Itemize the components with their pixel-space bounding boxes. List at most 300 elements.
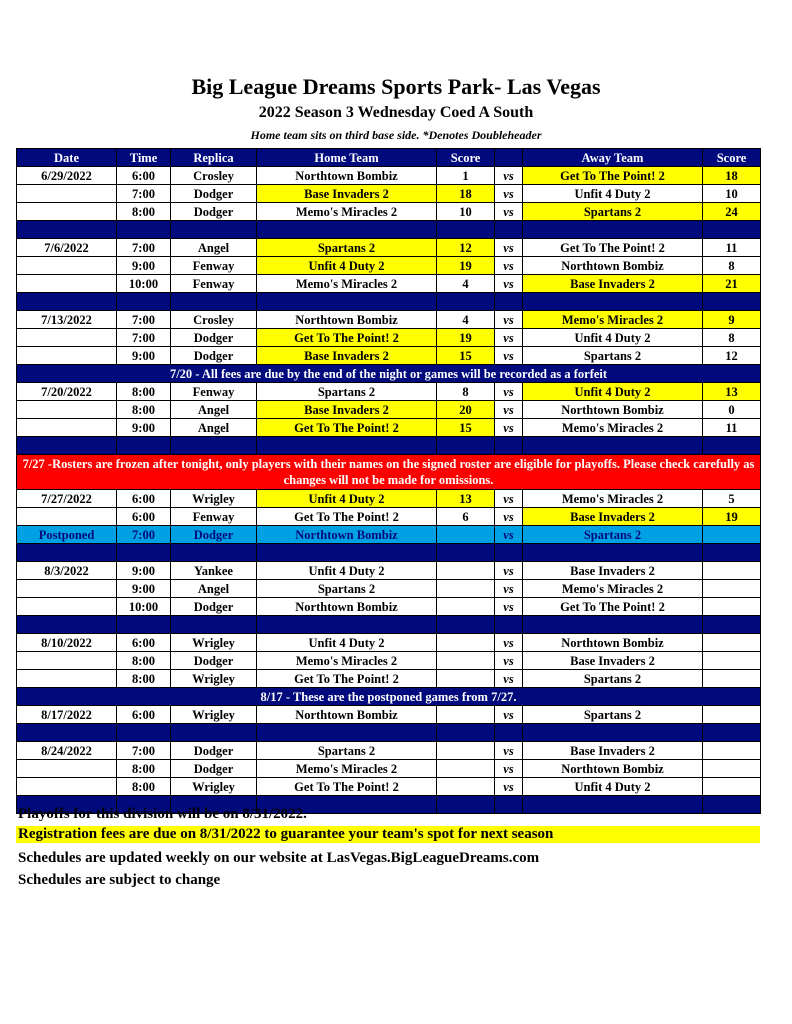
- game-time: 8:00: [117, 203, 171, 221]
- away-team: Northtown Bombiz: [523, 634, 703, 652]
- separator-cell: [171, 724, 257, 742]
- game-date: [17, 347, 117, 365]
- field-replica: Dodger: [171, 347, 257, 365]
- home-team: Spartans 2: [257, 239, 437, 257]
- game-time: 7:00: [117, 742, 171, 760]
- away-score: 24: [703, 203, 761, 221]
- field-replica: Wrigley: [171, 490, 257, 508]
- separator-cell: [523, 544, 703, 562]
- home-score: 12: [437, 239, 495, 257]
- game-date: 7/20/2022: [17, 383, 117, 401]
- home-score: 4: [437, 311, 495, 329]
- game-row: [17, 562, 761, 580]
- away-team: Spartans 2: [523, 347, 703, 365]
- home-score: 19: [437, 257, 495, 275]
- separator-cell: [17, 616, 117, 634]
- home-team: Unfit 4 Duty 2: [257, 490, 437, 508]
- separator-cell: [437, 616, 495, 634]
- separator-row: [17, 544, 761, 562]
- home-team: Unfit 4 Duty 2: [257, 634, 437, 652]
- home-score: 8: [437, 383, 495, 401]
- separator-cell: [257, 544, 437, 562]
- game-row: [17, 167, 761, 185]
- away-team: Base Invaders 2: [523, 275, 703, 293]
- away-score: 0: [703, 401, 761, 419]
- game-time: 8:00: [117, 652, 171, 670]
- vs-label: vs: [495, 203, 523, 221]
- home-team: Memo's Miracles 2: [257, 760, 437, 778]
- separator-cell: [495, 293, 523, 311]
- separator-row: [17, 437, 761, 455]
- field-replica: Fenway: [171, 508, 257, 526]
- field-replica: Angel: [171, 419, 257, 437]
- away-score: [703, 598, 761, 616]
- field-replica: Dodger: [171, 203, 257, 221]
- home-team: Northtown Bombiz: [257, 706, 437, 724]
- home-score: 19: [437, 329, 495, 347]
- game-row: [17, 742, 761, 760]
- away-team: Spartans 2: [523, 203, 703, 221]
- separator-cell: [437, 221, 495, 239]
- away-score: [703, 778, 761, 796]
- vs-label: vs: [495, 490, 523, 508]
- vs-label: vs: [495, 167, 523, 185]
- field-replica: Dodger: [171, 526, 257, 544]
- home-team: Get To The Point! 2: [257, 329, 437, 347]
- field-replica: Angel: [171, 239, 257, 257]
- vs-label: vs: [495, 275, 523, 293]
- game-time: 7:00: [117, 311, 171, 329]
- col-home-team: Home Team: [257, 149, 437, 167]
- page-title: Big League Dreams Sports Park- Las Vegas: [191, 74, 601, 99]
- game-time: 9:00: [117, 419, 171, 437]
- away-score: 9: [703, 311, 761, 329]
- separator-row: [17, 221, 761, 239]
- game-time: 7:00: [117, 185, 171, 203]
- vs-label: vs: [495, 778, 523, 796]
- separator-cell: [171, 293, 257, 311]
- home-team: Base Invaders 2: [257, 401, 437, 419]
- separator-cell: [523, 724, 703, 742]
- field-replica: Wrigley: [171, 634, 257, 652]
- col-vs: [495, 149, 523, 167]
- game-date: 7/13/2022: [17, 311, 117, 329]
- vs-label: vs: [495, 239, 523, 257]
- col-away-score: Score: [703, 149, 761, 167]
- vs-label: vs: [495, 383, 523, 401]
- game-row: [17, 239, 761, 257]
- notice-text: 8/17 - These are the postponed games from 7/27.: [17, 688, 761, 706]
- home-score: [437, 706, 495, 724]
- home-score: 18: [437, 185, 495, 203]
- home-team: Northtown Bombiz: [257, 311, 437, 329]
- separator-cell: [17, 437, 117, 455]
- away-score: 18: [703, 167, 761, 185]
- game-date: 7/27/2022: [17, 490, 117, 508]
- game-time: 9:00: [117, 562, 171, 580]
- home-team: Get To The Point! 2: [257, 419, 437, 437]
- game-date: 8/3/2022: [17, 562, 117, 580]
- registration-note: Registration fees are due on 8/31/2022 to guarantee your team's spot for next season: [16, 826, 760, 843]
- game-date: 7/6/2022: [17, 239, 117, 257]
- home-score: [437, 670, 495, 688]
- game-row: [17, 508, 761, 526]
- away-team: Memo's Miracles 2: [523, 311, 703, 329]
- away-team: Spartans 2: [523, 670, 703, 688]
- game-time: 8:00: [117, 760, 171, 778]
- away-score: [703, 526, 761, 544]
- separator-row: [17, 293, 761, 311]
- separator-cell: [703, 796, 761, 814]
- roster-warning-row: [17, 455, 761, 490]
- game-row: [17, 383, 761, 401]
- game-time: 7:00: [117, 239, 171, 257]
- home-team: Base Invaders 2: [257, 347, 437, 365]
- away-team: Unfit 4 Duty 2: [523, 329, 703, 347]
- website-note: Schedules are updated weekly on our website at LasVegas.BigLeagueDreams.com: [18, 850, 540, 866]
- home-team: Unfit 4 Duty 2: [257, 562, 437, 580]
- separator-cell: [523, 796, 703, 814]
- home-score: [437, 742, 495, 760]
- separator-cell: [117, 293, 171, 311]
- separator-cell: [495, 796, 523, 814]
- field-replica: Dodger: [171, 760, 257, 778]
- home-score: [437, 634, 495, 652]
- away-score: 11: [703, 419, 761, 437]
- game-row: [17, 490, 761, 508]
- separator-cell: [703, 437, 761, 455]
- game-row: [17, 185, 761, 203]
- game-date: 8/10/2022: [17, 634, 117, 652]
- separator-cell: [703, 724, 761, 742]
- game-time: 6:00: [117, 490, 171, 508]
- home-team: Get To The Point! 2: [257, 778, 437, 796]
- away-team: Base Invaders 2: [523, 652, 703, 670]
- away-team: Base Invaders 2: [523, 742, 703, 760]
- away-score: 21: [703, 275, 761, 293]
- separator-cell: [17, 544, 117, 562]
- separator-cell: [257, 293, 437, 311]
- away-team: Memo's Miracles 2: [523, 580, 703, 598]
- change-note: Schedules are subject to change: [18, 872, 221, 888]
- away-score: [703, 742, 761, 760]
- home-score: [437, 598, 495, 616]
- separator-cell: [703, 221, 761, 239]
- game-date: [17, 401, 117, 419]
- game-date: 6/29/2022: [17, 167, 117, 185]
- game-row: [17, 401, 761, 419]
- game-date: [17, 580, 117, 598]
- game-time: 10:00: [117, 275, 171, 293]
- field-replica: Dodger: [171, 185, 257, 203]
- separator-cell: [257, 221, 437, 239]
- vs-label: vs: [495, 347, 523, 365]
- game-date: [17, 598, 117, 616]
- game-date: [17, 760, 117, 778]
- home-team: Memo's Miracles 2: [257, 203, 437, 221]
- away-team: Memo's Miracles 2: [523, 419, 703, 437]
- separator-cell: [523, 293, 703, 311]
- schedule-table: [16, 148, 761, 814]
- home-score: [437, 760, 495, 778]
- away-score: [703, 760, 761, 778]
- separator-cell: [117, 544, 171, 562]
- game-row: [17, 329, 761, 347]
- home-team: Memo's Miracles 2: [257, 275, 437, 293]
- home-team: Get To The Point! 2: [257, 670, 437, 688]
- away-score: [703, 706, 761, 724]
- away-team: Unfit 4 Duty 2: [523, 383, 703, 401]
- away-score: 10: [703, 185, 761, 203]
- game-date: [17, 652, 117, 670]
- separator-cell: [495, 724, 523, 742]
- game-date: [17, 419, 117, 437]
- vs-label: vs: [495, 329, 523, 347]
- col-date: Date: [17, 149, 117, 167]
- separator-cell: [257, 437, 437, 455]
- away-team: Memo's Miracles 2: [523, 490, 703, 508]
- vs-label: vs: [495, 311, 523, 329]
- away-score: [703, 580, 761, 598]
- game-time: 8:00: [117, 670, 171, 688]
- away-team: Base Invaders 2: [523, 562, 703, 580]
- game-date: [17, 203, 117, 221]
- field-replica: Angel: [171, 401, 257, 419]
- separator-cell: [17, 293, 117, 311]
- vs-label: vs: [495, 257, 523, 275]
- away-team: Unfit 4 Duty 2: [523, 185, 703, 203]
- page-subtitle: 2022 Season 3 Wednesday Coed A South: [258, 104, 534, 121]
- notice-row: [17, 365, 761, 383]
- away-team: Unfit 4 Duty 2: [523, 778, 703, 796]
- separator-cell: [495, 544, 523, 562]
- game-row: [17, 778, 761, 796]
- game-date: [17, 670, 117, 688]
- home-score: 15: [437, 347, 495, 365]
- separator-cell: [523, 616, 703, 634]
- game-row: [17, 311, 761, 329]
- game-row: [17, 598, 761, 616]
- separator-cell: [171, 221, 257, 239]
- home-score: 4: [437, 275, 495, 293]
- game-date: [17, 275, 117, 293]
- away-score: 13: [703, 383, 761, 401]
- game-row: [17, 347, 761, 365]
- game-date: [17, 508, 117, 526]
- game-time: 9:00: [117, 580, 171, 598]
- field-replica: Yankee: [171, 562, 257, 580]
- table-header-row: [17, 149, 761, 167]
- away-team: Spartans 2: [523, 526, 703, 544]
- vs-label: vs: [495, 562, 523, 580]
- game-date: Postponed: [17, 526, 117, 544]
- game-date: [17, 257, 117, 275]
- away-score: [703, 562, 761, 580]
- home-team: Northtown Bombiz: [257, 598, 437, 616]
- separator-cell: [257, 616, 437, 634]
- away-score: [703, 670, 761, 688]
- separator-cell: [703, 544, 761, 562]
- field-replica: Wrigley: [171, 670, 257, 688]
- playoffs-note: Playoffs for this division will be on 8/31/2022.: [18, 806, 307, 822]
- home-score: 1: [437, 167, 495, 185]
- away-team: Northtown Bombiz: [523, 401, 703, 419]
- separator-row: [17, 724, 761, 742]
- separator-cell: [495, 221, 523, 239]
- vs-label: vs: [495, 652, 523, 670]
- separator-cell: [257, 724, 437, 742]
- col-away-team: Away Team: [523, 149, 703, 167]
- away-score: [703, 634, 761, 652]
- vs-label: vs: [495, 760, 523, 778]
- separator-cell: [437, 544, 495, 562]
- vs-label: vs: [495, 670, 523, 688]
- postponed-game-row: [17, 526, 761, 544]
- field-replica: Crosley: [171, 311, 257, 329]
- away-score: [703, 652, 761, 670]
- separator-cell: [171, 544, 257, 562]
- game-date: 8/24/2022: [17, 742, 117, 760]
- separator-cell: [495, 437, 523, 455]
- separator-cell: [117, 724, 171, 742]
- away-score: 19: [703, 508, 761, 526]
- home-team: Northtown Bombiz: [257, 526, 437, 544]
- vs-label: vs: [495, 185, 523, 203]
- game-row: [17, 670, 761, 688]
- game-time: 6:00: [117, 508, 171, 526]
- home-team: Spartans 2: [257, 742, 437, 760]
- home-team: Northtown Bombiz: [257, 167, 437, 185]
- home-score: [437, 562, 495, 580]
- separator-cell: [17, 724, 117, 742]
- notice-row: [17, 688, 761, 706]
- separator-row: [17, 616, 761, 634]
- separator-cell: [703, 616, 761, 634]
- game-time: 6:00: [117, 634, 171, 652]
- away-team: Get To The Point! 2: [523, 167, 703, 185]
- vs-label: vs: [495, 598, 523, 616]
- field-replica: Angel: [171, 580, 257, 598]
- vs-label: vs: [495, 419, 523, 437]
- separator-cell: [495, 616, 523, 634]
- game-row: [17, 760, 761, 778]
- away-score: 5: [703, 490, 761, 508]
- game-time: 9:00: [117, 257, 171, 275]
- game-time: 9:00: [117, 347, 171, 365]
- separator-cell: [703, 293, 761, 311]
- vs-label: vs: [495, 526, 523, 544]
- game-time: 8:00: [117, 401, 171, 419]
- separator-cell: [171, 437, 257, 455]
- home-team-note: Home team sits on third base side. *Denotes Doubleheader: [250, 128, 542, 142]
- game-row: [17, 419, 761, 437]
- game-date: 8/17/2022: [17, 706, 117, 724]
- field-replica: Crosley: [171, 167, 257, 185]
- away-score: 8: [703, 257, 761, 275]
- game-time: 7:00: [117, 329, 171, 347]
- home-score: 20: [437, 401, 495, 419]
- schedule-body: [17, 167, 761, 814]
- away-team: Get To The Point! 2: [523, 598, 703, 616]
- game-row: [17, 580, 761, 598]
- game-row: [17, 706, 761, 724]
- field-replica: Fenway: [171, 275, 257, 293]
- home-score: 13: [437, 490, 495, 508]
- home-team: Spartans 2: [257, 580, 437, 598]
- home-score: 15: [437, 419, 495, 437]
- field-replica: Dodger: [171, 329, 257, 347]
- separator-cell: [17, 221, 117, 239]
- home-score: 6: [437, 508, 495, 526]
- separator-cell: [437, 437, 495, 455]
- game-date: [17, 778, 117, 796]
- game-time: 10:00: [117, 598, 171, 616]
- field-replica: Wrigley: [171, 706, 257, 724]
- away-score: 8: [703, 329, 761, 347]
- game-time: 7:00: [117, 526, 171, 544]
- away-team: Northtown Bombiz: [523, 760, 703, 778]
- roster-warning: 7/27 -Rosters are frozen after tonight, only players with their names on the signed roster are eligible for playoffs. Please check carefully as changes will not be made for omissions.: [17, 455, 761, 490]
- separator-cell: [523, 437, 703, 455]
- field-replica: Fenway: [171, 383, 257, 401]
- away-score: 11: [703, 239, 761, 257]
- field-replica: Dodger: [171, 598, 257, 616]
- home-team: Unfit 4 Duty 2: [257, 257, 437, 275]
- home-score: [437, 652, 495, 670]
- vs-label: vs: [495, 508, 523, 526]
- col-time: Time: [117, 149, 171, 167]
- game-time: 6:00: [117, 167, 171, 185]
- vs-label: vs: [495, 580, 523, 598]
- separator-cell: [437, 796, 495, 814]
- away-team: Get To The Point! 2: [523, 239, 703, 257]
- game-time: 6:00: [117, 706, 171, 724]
- away-team: Northtown Bombiz: [523, 257, 703, 275]
- vs-label: vs: [495, 634, 523, 652]
- away-team: Spartans 2: [523, 706, 703, 724]
- game-row: [17, 203, 761, 221]
- separator-cell: [437, 724, 495, 742]
- separator-cell: [171, 616, 257, 634]
- col-home-score: Score: [437, 149, 495, 167]
- field-replica: Dodger: [171, 652, 257, 670]
- game-row: [17, 652, 761, 670]
- away-team: Base Invaders 2: [523, 508, 703, 526]
- separator-cell: [117, 221, 171, 239]
- game-row: [17, 634, 761, 652]
- home-score: 10: [437, 203, 495, 221]
- game-date: [17, 329, 117, 347]
- field-replica: Fenway: [171, 257, 257, 275]
- vs-label: vs: [495, 706, 523, 724]
- col-replica: Replica: [171, 149, 257, 167]
- vs-label: vs: [495, 401, 523, 419]
- home-score: [437, 526, 495, 544]
- away-score: 12: [703, 347, 761, 365]
- home-team: Get To The Point! 2: [257, 508, 437, 526]
- game-time: 8:00: [117, 383, 171, 401]
- separator-cell: [437, 293, 495, 311]
- field-replica: Wrigley: [171, 778, 257, 796]
- field-replica: Dodger: [171, 742, 257, 760]
- home-team: Memo's Miracles 2: [257, 652, 437, 670]
- home-team: Base Invaders 2: [257, 185, 437, 203]
- game-time: 8:00: [117, 778, 171, 796]
- home-score: [437, 580, 495, 598]
- separator-cell: [117, 437, 171, 455]
- notice-text: 7/20 - All fees are due by the end of the night or games will be recorded as a forfeit: [17, 365, 761, 383]
- home-team: Spartans 2: [257, 383, 437, 401]
